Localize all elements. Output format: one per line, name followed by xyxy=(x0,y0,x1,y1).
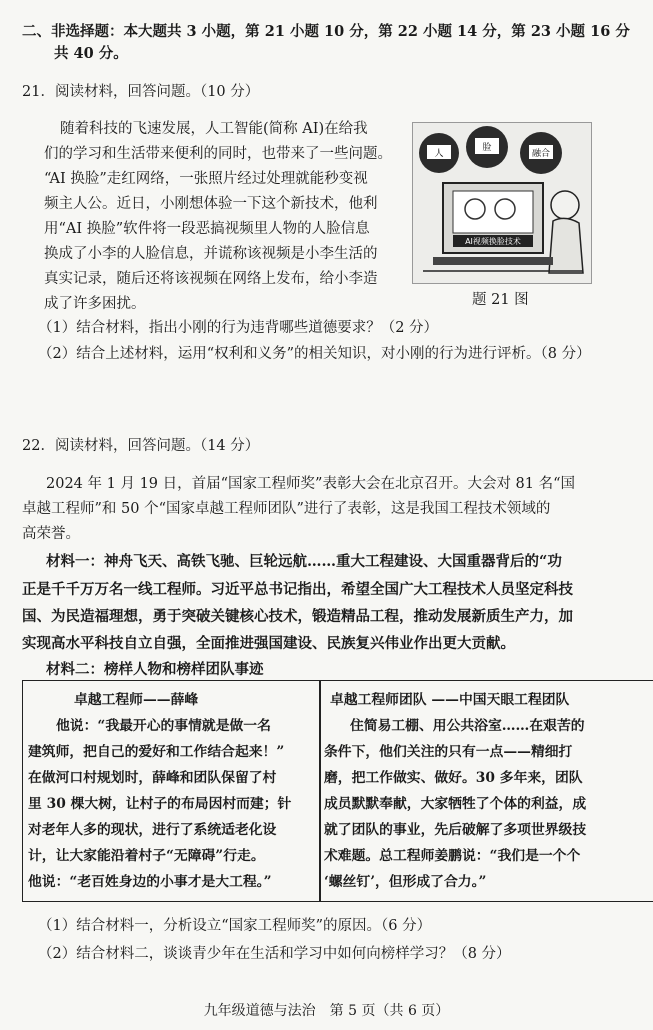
page-footer: 九年级道德与法治 第 5 页（共 6 页） xyxy=(203,1003,450,1019)
material1-line: 国、为民造福理想，勇于突破关键核心技术，锻造精品工程，推动发展新质生产力，加 xyxy=(22,608,573,625)
q22-intro-line: 2024 年 1 月 19 日，首届“国家工程师奖”表彰大会在北京召开。大会对 81 名“国 xyxy=(46,476,576,492)
right-box-line: 磨，把工作做实、做好。30 多年来，团队 xyxy=(324,770,583,786)
q22-intro-line: 卓越工程师”和 50 个“国家卓越工程师团队”进行了表彰，这是我国工程技术领域的 xyxy=(22,501,551,517)
q21-line: 频主人公。近日，小刚想体验一下这个新技术，他利 xyxy=(44,196,378,212)
q21-sub2: （2）结合上述材料，运用“权利和义务”的相关知识，对小刚的行为进行评析。（8 分） xyxy=(38,346,591,362)
right-box-line: 条件下，他们关注的只有一点——精细打 xyxy=(324,744,573,760)
figure-caption: 题 21 图 xyxy=(472,292,529,308)
left-box-title: 卓越工程师——薛峰 xyxy=(74,692,199,708)
right-box-line: ‘螺丝钉’，但形成了合力。” xyxy=(324,874,487,890)
right-box-line: 就了团队的事业，先后破解了多项世界级技 xyxy=(324,822,587,838)
q21-line: 换成了小李的人脸信息，并谎称该视频是小李生活的 xyxy=(44,246,378,262)
right-box-line: 术难题。总工程师姜鹏说：“我们是一个个 xyxy=(324,848,581,864)
q21-line: 成了许多困扰。 xyxy=(44,296,146,312)
bubble-text: 人 xyxy=(434,149,444,159)
right-box-line: 住简易工棚、用公共浴室……在艰苦的 xyxy=(350,718,585,734)
material2-title: 材料二：榜样人物和榜样团队事迹 xyxy=(46,661,264,678)
right-box-line: 成员默默奉献，大家牺牲了个体的利益，成 xyxy=(324,796,587,812)
left-box-line: 建筑师，把自己的爱好和工作结合起来！” xyxy=(28,744,285,760)
q22-title: 22．阅读材料，回答问题。（14 分） xyxy=(22,438,260,454)
bubble-text: 融合 xyxy=(531,149,551,159)
q21-line: 随着科技的飞速发展，人工智能(简称 AI)在给我 xyxy=(60,121,368,137)
person-head-icon xyxy=(551,191,579,219)
material1-line: 材料一：神舟飞天、高铁飞驰、巨轮远航……重大工程建设、大国重器背后的“功 xyxy=(46,553,562,570)
q21-figure xyxy=(412,122,592,284)
bubble-text: 脸 xyxy=(482,143,492,153)
q21-line: 们的学习和生活带来便利的同时，也带来了一些问题。 xyxy=(44,146,392,162)
person-body-icon xyxy=(549,218,583,273)
right-box-title: 卓越工程师团队 ——中国天眼工程团队 xyxy=(330,692,570,708)
section-header-line2: 共 40 分。 xyxy=(54,45,128,62)
caption-bar-text: AI视频换脸技术 xyxy=(465,237,521,246)
q21-line: 真实记录，随后还将该视频在网络上发布，给小李造 xyxy=(44,271,378,287)
left-box-line: 里 30 棵大树，让村子的布局因村而建；针 xyxy=(28,796,292,812)
q21-sub1: （1）结合材料，指出小刚的行为违背哪些道德要求？（2 分） xyxy=(38,320,439,336)
table-divider xyxy=(319,681,321,901)
left-box-line: 他说：“老百姓身边的小事才是大工程。” xyxy=(28,874,272,890)
q21-line: 用“AI 换脸”软件将一段恶搞视频里人物的人脸信息 xyxy=(44,221,370,237)
left-box-line: 他说：“我最开心的事情就是做一名 xyxy=(56,718,271,734)
keyboard-shape xyxy=(433,257,553,265)
q22-sub1: （1）结合材料一，分析设立“国家工程师奖”的原因。（6 分） xyxy=(38,918,432,934)
q21-title: 21．阅读材料，回答问题。（10 分） xyxy=(22,84,260,100)
left-box-line: 对老年人多的现状，进行了系统适老化设 xyxy=(28,822,277,838)
left-box-line: 计，让大家能沿着村子“无障碍”行走。 xyxy=(28,848,265,864)
material1-line: 实现高水平科技自立自强，全面推进强国建设、民族复兴伟业作出更大贡献。 xyxy=(22,635,515,652)
left-box-line: 在做河口村规划时，薛峰和团队保留了村 xyxy=(28,770,277,786)
q21-line: “AI 换脸”走红网络，一张照片经过处理就能秒变视 xyxy=(44,171,368,187)
q22-sub2: （2）结合材料二，谈谈青少年在生活和学习中如何向榜样学习？（8 分） xyxy=(38,946,511,962)
material1-line: 正是千千万万名一线工程师。习近平总书记指出，希望全国广大工程技术人员坚定科技 xyxy=(22,581,573,598)
q22-intro-line: 高荣誉。 xyxy=(22,526,80,542)
section-header-line1: 二、非选择题：本大题共 3 小题，第 21 小题 10 分，第 22 小题 14 分，第 23 小题 16 分 xyxy=(22,23,630,40)
cartoon-illustration xyxy=(413,123,591,283)
